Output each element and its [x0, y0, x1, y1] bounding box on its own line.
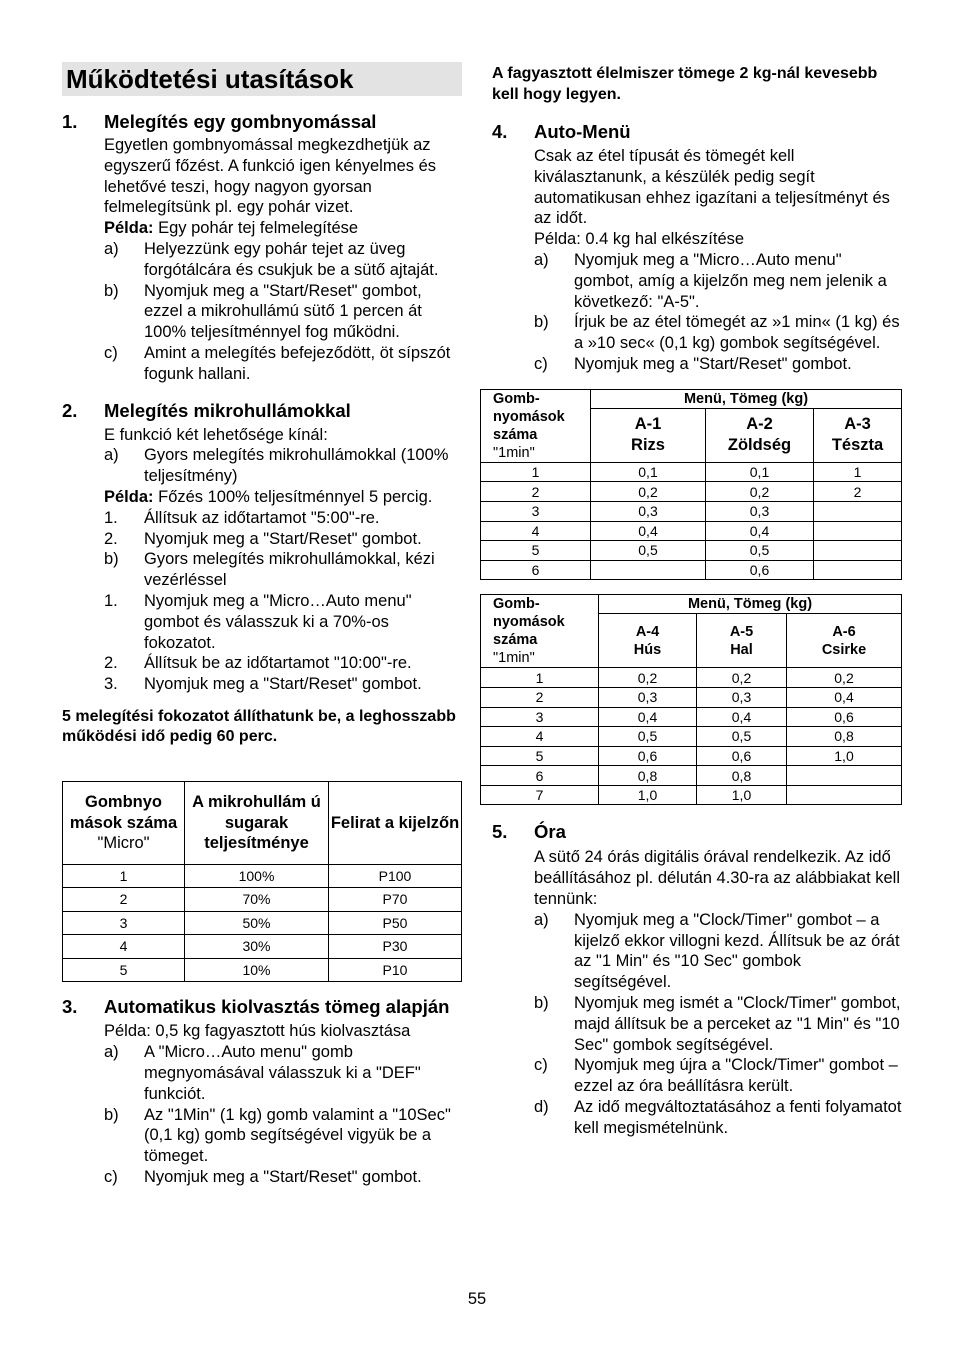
list-text: Nyomjuk meg a "Start/Reset" gombot. — [144, 1168, 422, 1186]
table-group-header: Menü, Tömeg (kg) — [599, 595, 902, 614]
list-text: Helyezzünk egy pohár tejet az üveg forgótálcára és csukjuk be a sütő ajtaját. — [144, 239, 439, 279]
table-cell: 0,2 — [697, 668, 787, 688]
table-row — [63, 864, 462, 888]
table-cell: 1,0 — [697, 785, 787, 805]
table-row — [481, 687, 902, 707]
table-cell: 0,3 — [697, 687, 787, 707]
list-item — [534, 993, 902, 1055]
header-name: Rizs — [631, 436, 665, 455]
list-item — [104, 591, 462, 653]
list-text: Gyors melegítés mikrohullámokkal (100% teljesítmény) — [144, 446, 449, 486]
list-item — [104, 508, 462, 529]
table-header-row — [481, 595, 902, 614]
table-cell: 6 — [481, 560, 591, 580]
section-1-intro: Egyetlen gombnyomással megkezdhetjük az egyszerű főzést. A funkció igen kényelmes és lehetővé teszi, hogy nagyon gyorsan felmelegítsünk pl. egy pohár vizet. — [104, 136, 437, 217]
list-marker: b) — [104, 281, 119, 300]
section-3-title: Automatikus kiolvasztás tömeg alapján — [104, 996, 450, 1018]
list-text: Állítsuk az időtartamot "5:00"-re. — [144, 508, 380, 527]
table-cell: 0,5 — [591, 541, 706, 561]
section-4-title: Auto-Menü — [534, 121, 631, 142]
list-marker: b) — [534, 313, 549, 332]
table-cell: 0,8 — [787, 727, 902, 747]
table-cell: 0,4 — [599, 707, 697, 727]
list-item — [104, 1105, 462, 1167]
list-item — [104, 343, 462, 385]
section-5-heading — [492, 820, 902, 843]
header-code: A-2 — [746, 415, 773, 434]
list-text: Állítsuk be az időtartamot "10:00"-re. — [144, 654, 412, 673]
table-cell: 0,3 — [599, 687, 697, 707]
list-text: Nyomjuk meg a "Start/Reset" gombot. — [144, 675, 422, 694]
table-cell: 4 — [481, 521, 591, 541]
list-item — [104, 529, 462, 550]
list-item — [104, 674, 462, 695]
header-name: Tészta — [831, 436, 884, 455]
section-5-title: Óra — [534, 821, 566, 843]
header-name: Hús — [633, 641, 662, 658]
list-item — [534, 354, 902, 375]
list-item — [534, 910, 902, 993]
table-cell: 1 — [63, 864, 185, 888]
table-header-cell: Felirat a kijelzőn — [329, 781, 462, 864]
table-row — [481, 462, 902, 482]
table-cell: 0,5 — [599, 727, 697, 747]
table-cell: 0,8 — [697, 766, 787, 786]
table-cell: P100 — [329, 864, 462, 888]
table-cell: 10% — [185, 958, 329, 982]
table-cell — [814, 501, 902, 521]
section-3-body — [104, 1021, 462, 1187]
list-marker: a) — [104, 446, 119, 465]
header-sub: "Micro" — [97, 834, 150, 853]
power-table — [62, 781, 462, 983]
table-cell: 0,2 — [787, 668, 902, 688]
header-sub: "1min" — [493, 444, 535, 461]
table-cell: 1,0 — [599, 785, 697, 805]
example-label: Példa: — [104, 487, 154, 506]
list-item — [104, 445, 462, 487]
table-header-cell — [787, 614, 902, 668]
list-marker: c) — [104, 1168, 118, 1186]
list-item — [104, 1167, 462, 1188]
list-text: Nyomjuk meg újra a "Clock/Timer" gombot – ezzel az óra beállításra került. — [574, 1056, 898, 1096]
section-2-example — [104, 487, 462, 508]
table-header-cell: A mikrohullám ú sugarak teljesítménye — [185, 781, 329, 864]
list-text: Nyomjuk meg a "Micro…Auto menu" gombot és válasszuk ki a 70%-os fokozatot. — [144, 591, 412, 652]
section-2-note: 5 melegítési fokozatot állíthatunk be, a leghosszabb működési idő pedig 60 perc. — [62, 707, 456, 746]
list-item — [534, 1097, 902, 1139]
table-cell — [787, 785, 902, 805]
list-item — [104, 281, 462, 343]
table-cell — [787, 766, 902, 786]
list-item — [534, 250, 902, 312]
section-4-heading — [492, 120, 902, 143]
table-row — [481, 560, 902, 580]
table-cell: 1,0 — [787, 746, 902, 766]
list-marker: a) — [534, 910, 549, 929]
table-row — [481, 766, 902, 786]
table-cell: 4 — [63, 935, 185, 959]
list-marker: 1. — [104, 591, 118, 610]
table-cell: 2 — [814, 482, 902, 502]
table-header-cell — [599, 614, 697, 668]
header-code: A-3 — [844, 415, 871, 434]
table-cell: 0,6 — [706, 560, 814, 580]
section-1-title: Melegítés egy gombnyomással — [104, 111, 377, 132]
list-text: Írjuk be az étel tömegét az »1 min« (1 kg) és a »10 sec« (0,1 kg) gombok segítségével. — [574, 313, 900, 353]
table-header-row — [481, 389, 902, 408]
table-row — [63, 888, 462, 912]
list-text: Az "1Min" (1 kg) gomb valamint a "10Sec" (0,1 kg) gomb segítségével vigyük be a tömeget. — [144, 1105, 451, 1166]
list-marker: c) — [104, 343, 118, 362]
table-cell: 0,3 — [706, 501, 814, 521]
table-cell: 6 — [481, 766, 599, 786]
table-row — [481, 482, 902, 502]
section-5-number: 5. — [492, 821, 508, 843]
table-row — [481, 501, 902, 521]
list-marker: 2. — [104, 654, 118, 673]
table-row — [63, 935, 462, 959]
table-cell: 0,8 — [599, 766, 697, 786]
table-row — [481, 707, 902, 727]
section-1-example — [104, 218, 462, 239]
table-cell: 3 — [481, 501, 591, 521]
table-row — [481, 727, 902, 747]
table-row — [481, 668, 902, 688]
header-code: A-1 — [634, 415, 662, 434]
table-cell: 7 — [481, 785, 599, 805]
table-cell: P70 — [329, 888, 462, 912]
section-1-body — [104, 135, 462, 385]
header-code: A-6 — [832, 623, 856, 640]
list-text: Nyomjuk meg a "Start/Reset" gombot. — [144, 529, 422, 548]
list-text: Nyomjuk meg ismét a "Clock/Timer" gombot, majd állítsuk be a perceket az "1 Min" és "10 Sec" gombok segítségével. — [574, 994, 901, 1054]
table-cell: 0,5 — [706, 541, 814, 561]
table-cell: 0,4 — [591, 521, 706, 541]
list-marker: b) — [534, 994, 549, 1013]
table-header-cell — [481, 389, 591, 462]
list-marker: 1. — [104, 508, 118, 527]
list-marker: a) — [104, 239, 119, 258]
section-3-example: Példa: 0,5 kg fagyasztott hús kiolvasztása — [104, 1022, 411, 1041]
table-cell: 1 — [481, 462, 591, 482]
list-marker: a) — [534, 250, 549, 269]
header-name: Csirke — [821, 641, 867, 658]
section-2-number: 2. — [62, 399, 78, 421]
example-text: Egy pohár tej felmelegítése — [153, 219, 359, 238]
header-code: A-4 — [635, 623, 660, 640]
list-marker: a) — [104, 1043, 119, 1062]
section-4-number: 4. — [492, 121, 508, 142]
table-group-header: Menü, Tömeg (kg) — [591, 389, 902, 408]
example-label: Példa: — [104, 219, 154, 238]
list-item — [104, 653, 462, 674]
table-cell: 0,1 — [591, 462, 706, 482]
section-2-intro: E funkció két lehetősége kínál: — [104, 425, 328, 444]
section-3-number: 3. — [62, 996, 78, 1018]
left-column — [62, 62, 462, 1188]
table-header-row — [63, 781, 462, 864]
section-1-number: 1. — [62, 111, 78, 132]
header-text: Gomb- nyomások száma — [493, 596, 565, 649]
list-text: Az idő megváltoztatásához a fenti folyamatot kell megismételnünk. — [574, 1098, 902, 1137]
list-item — [104, 239, 462, 281]
list-text: Nyomjuk meg a "Micro…Auto menu" gombot, amíg a kijelzőn meg nem jelenik a következő: "A-5". — [574, 250, 887, 311]
list-text: A "Micro…Auto menu" gomb megnyomásával válasszuk ki a "DEF" funkciót. — [144, 1043, 421, 1103]
table-cell — [591, 560, 706, 580]
list-item — [104, 1042, 462, 1104]
table-cell — [814, 560, 902, 580]
section-4-intro: Csak az étel típusát és tömegét kell kiválasztanunk, a készülék pedig segít automatikusan ehhez igazítani a teljesítményt és az időt. — [534, 147, 890, 228]
table-header-cell — [814, 408, 902, 462]
table-cell: 0,4 — [706, 521, 814, 541]
example-text: Főzés 100% teljesítménnyel 5 percig. — [153, 487, 433, 506]
table-cell: 0,4 — [697, 707, 787, 727]
table-cell: 5 — [481, 541, 591, 561]
table-cell: 3 — [63, 911, 185, 935]
table-cell: 5 — [63, 958, 185, 982]
table-row — [63, 958, 462, 982]
table-cell: 0,1 — [706, 462, 814, 482]
section-5-body — [534, 847, 902, 1138]
table-cell: 4 — [481, 727, 599, 747]
table-cell: 0,6 — [787, 707, 902, 727]
list-marker: c) — [534, 354, 548, 373]
list-text: Nyomjuk meg a "Clock/Timer" gombot – a kijelző ekkor villogni kezd. Állítsuk be az órát az "1 Min" és "10 Sec" gombok segítségével. — [574, 910, 900, 992]
section-5-intro: A sütő 24 órás digitális órával rendelkezik. Az idő beállításához pl. délután 4.30-ra az alábbiakat kell tennünk: — [534, 848, 900, 909]
section-3-heading — [62, 995, 462, 1018]
table-row — [481, 785, 902, 805]
list-item — [104, 549, 462, 591]
list-item — [534, 312, 902, 354]
table-cell: 50% — [185, 911, 329, 935]
list-marker: d) — [534, 1098, 549, 1117]
table-cell: 0,5 — [697, 727, 787, 747]
table-cell: 70% — [185, 888, 329, 912]
list-marker: 2. — [104, 529, 118, 548]
table-row — [481, 746, 902, 766]
table-row — [481, 521, 902, 541]
table-cell: 2 — [63, 888, 185, 912]
list-text: Amint a melegítés befejeződött, öt sípszót fogunk hallani. — [144, 343, 451, 383]
table-header-cell — [481, 595, 599, 668]
table-cell: P10 — [329, 958, 462, 982]
table-row — [481, 541, 902, 561]
table-cell: 0,3 — [591, 501, 706, 521]
table-cell: 2 — [481, 482, 591, 502]
table-header-cell — [591, 408, 706, 462]
list-marker: c) — [534, 1056, 548, 1075]
section-3-note: A fagyasztott élelmiszer tömege 2 kg-nál kevesebb kell hogy legyen. — [492, 65, 878, 103]
list-marker: b) — [104, 550, 119, 569]
table-cell: 0,2 — [706, 482, 814, 502]
table-cell: P30 — [329, 935, 462, 959]
table-cell: 100% — [185, 864, 329, 888]
table-cell — [814, 541, 902, 561]
section-2-title: Melegítés mikrohullámokkal — [104, 399, 351, 421]
table-cell: 5 — [481, 746, 599, 766]
table-header-cell — [697, 614, 787, 668]
table-header-cell — [63, 781, 185, 864]
table-cell: 0,2 — [591, 482, 706, 502]
table-cell: 30% — [185, 935, 329, 959]
header-text: Gomb- nyomások száma — [493, 390, 565, 443]
header-name: Zöldség — [727, 436, 792, 455]
table-cell: 0,4 — [787, 687, 902, 707]
table-cell: 0,2 — [599, 668, 697, 688]
table-cell: 1 — [481, 668, 599, 688]
table-cell: 1 — [814, 462, 902, 482]
menu-table-2 — [480, 594, 902, 805]
section-4-body — [534, 146, 902, 375]
table-cell: P50 — [329, 911, 462, 935]
menu-table-1 — [480, 389, 902, 581]
section-2-heading — [62, 399, 462, 422]
list-item — [534, 1055, 902, 1097]
page-title: Működtetési utasítások — [62, 62, 462, 96]
table-cell: 0,6 — [697, 746, 787, 766]
section-4-example: Példa: 0.4 kg hal elkészítése — [534, 230, 745, 249]
list-text: Nyomjuk meg a "Start/Reset" gombot, ezzel a mikrohullámú sütő 1 percen át 100% teljesítménnyel fog működni. — [144, 281, 422, 342]
header-name: Hal — [730, 641, 753, 658]
table-cell: 3 — [481, 707, 599, 727]
table-row — [63, 911, 462, 935]
table-cell — [814, 521, 902, 541]
page-number: 55 — [467, 1290, 487, 1308]
list-marker: 3. — [104, 675, 118, 694]
table-cell: 2 — [481, 687, 599, 707]
list-text: Nyomjuk meg a "Start/Reset" gombot. — [574, 354, 852, 373]
table-header-cell — [706, 408, 814, 462]
section-1-heading — [62, 110, 462, 133]
header-text: Gombnyo mások száma — [69, 792, 178, 832]
section-2-body — [104, 425, 462, 695]
list-marker: b) — [104, 1105, 119, 1124]
header-sub: "1min" — [493, 650, 535, 667]
right-column — [480, 64, 902, 1139]
table-cell: 0,6 — [599, 746, 697, 766]
list-text: Gyors melegítés mikrohullámokkal, kézi vezérléssel — [144, 550, 435, 590]
header-code: A-5 — [729, 623, 754, 640]
